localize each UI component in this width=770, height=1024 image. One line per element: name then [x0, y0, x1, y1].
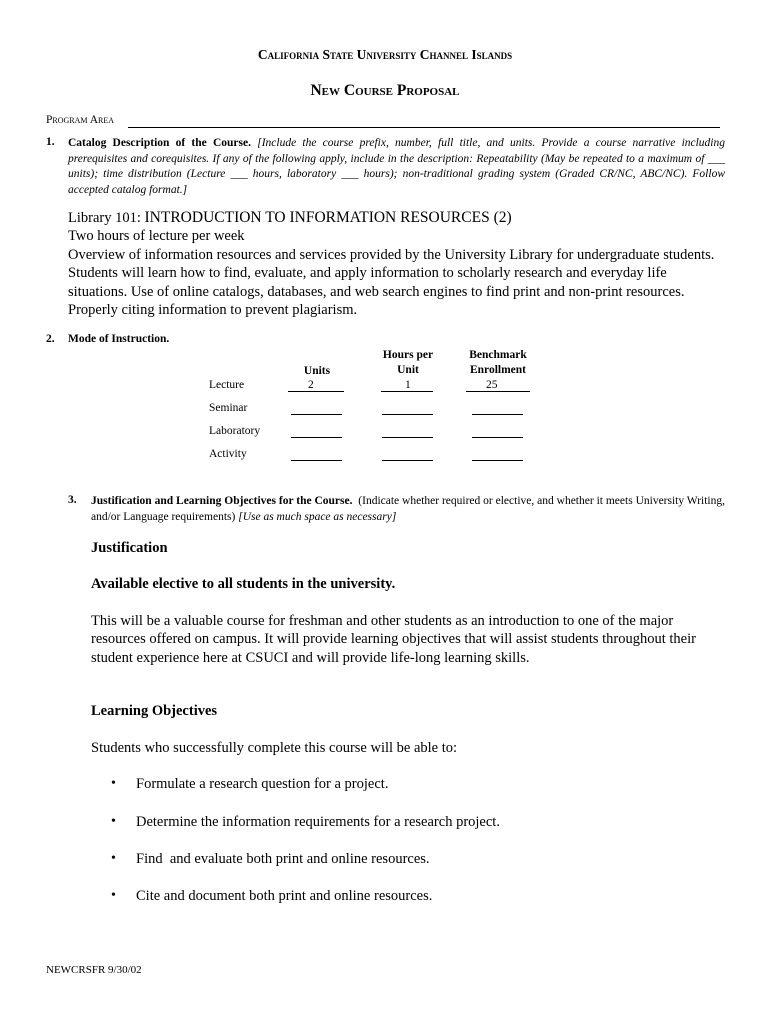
section-3-number: 3.: [68, 494, 77, 506]
section-1-instruction-text: [Include the course prefix, number, full title, and units. Provide a course narrative including prerequisites and corequisites. If any of the following apply, include in the description: Repeatability (May be repeated to a maximum of ___ units); time distribution (Lecture ___ hours, laboratory ___ hours); non-traditional grading system (Graded CR/NC, ABC/NC). Follow accepted catalog format.]: [68, 137, 726, 196]
bullet-icon: •: [111, 776, 116, 791]
lecture-enrollment-value: 25: [486, 379, 498, 391]
activity-enrollment-field[interactable]: [472, 460, 523, 461]
justification-text: This will be a valuable course for freshman and other students as an introduction to one of the major resources offered on campus. It will provide learning objectives that will assist students throughout their student experience here at CSUCI and will provide life-long learning skills.: [91, 613, 696, 666]
justification-heading: Justification: [91, 540, 168, 556]
bullet-icon: •: [111, 814, 116, 829]
form-code: NEWCRSFR 9/30/02: [46, 964, 142, 976]
section-3-instruction-italic: [Use as much space as necessary]: [238, 510, 397, 523]
university-name: California State University Channel Islands: [257, 47, 513, 62]
row-label-activity: Activity: [209, 448, 247, 460]
row-label-seminar: Seminar: [209, 402, 248, 414]
bullet-icon: •: [111, 851, 116, 866]
laboratory-enrollment-field[interactable]: [472, 437, 523, 438]
lecture-enrollment-field[interactable]: [466, 379, 530, 392]
list-item: Formulate a research question for a project.: [136, 776, 389, 792]
list-item: Determine the information requirements for a research project.: [136, 814, 500, 830]
section-3-heading: Justification and Learning Objectives for the Course.: [91, 495, 353, 507]
form-title: New Course Proposal: [310, 82, 460, 99]
seminar-units-field[interactable]: [291, 414, 342, 415]
section-3-instruction-text: (Indicate whether required or elective, and whether it meets University Writing, and/or Language requirements): [91, 495, 725, 523]
seminar-hours-field[interactable]: [382, 414, 433, 415]
program-area-label: Program Area: [46, 114, 115, 126]
col-enrollment-header-1: Benchmark: [469, 349, 527, 361]
course-hours: Two hours of lecture per week: [68, 228, 245, 244]
course-title-line: [68, 209, 512, 227]
elective-statement: Available elective to all students in the university.: [91, 576, 396, 592]
course-prefix: Library 101:: [68, 210, 141, 226]
activity-units-field[interactable]: [291, 460, 342, 461]
learning-objectives-heading: Learning Objectives: [91, 703, 218, 719]
laboratory-units-field[interactable]: [291, 437, 342, 438]
lecture-units-field[interactable]: [288, 379, 344, 392]
section-2-number: 2.: [46, 333, 55, 345]
program-area-field[interactable]: [128, 127, 720, 128]
col-hours-header-1: Hours per: [382, 349, 434, 361]
laboratory-hours-field[interactable]: [382, 437, 433, 438]
section-1-instructions: [68, 136, 725, 198]
col-units-header: Units: [303, 365, 331, 377]
list-item: Find and evaluate both print and online resources.: [136, 851, 430, 867]
lecture-units-value: 2: [308, 379, 314, 391]
course-title: INTRODUCTION TO INFORMATION RESOURCES (2): [144, 209, 512, 226]
col-hours-header-2: Unit: [397, 364, 419, 376]
row-label-lecture: Lecture: [209, 379, 245, 391]
col-enrollment-header-2: Enrollment: [469, 364, 526, 376]
lecture-hours-field[interactable]: [381, 379, 433, 392]
section-2-heading: Mode of Instruction.: [68, 333, 170, 345]
section-1-heading: Catalog Description of the Course.: [68, 137, 251, 149]
section-1-number: 1.: [46, 136, 55, 148]
activity-hours-field[interactable]: [382, 460, 433, 461]
bullet-icon: •: [111, 888, 116, 903]
learning-objectives-intro: Students who successfully complete this course will be able to:: [91, 740, 458, 756]
section-3-instructions: [91, 494, 725, 525]
course-description: Overview of information resources and services provided by the University Library for undergraduate students. Students will learn how to find, evaluate, and apply information to scholarly research and everyday life situations. Use of online catalogs, databases, and web search engines to find print and non-print resources. Properly citing information to prevent plagiarism.: [68, 247, 715, 318]
list-item: Cite and document both print and online resources.: [136, 888, 433, 904]
row-label-laboratory: Laboratory: [209, 425, 261, 437]
seminar-enrollment-field[interactable]: [472, 414, 523, 415]
lecture-hours-value: 1: [405, 379, 411, 391]
